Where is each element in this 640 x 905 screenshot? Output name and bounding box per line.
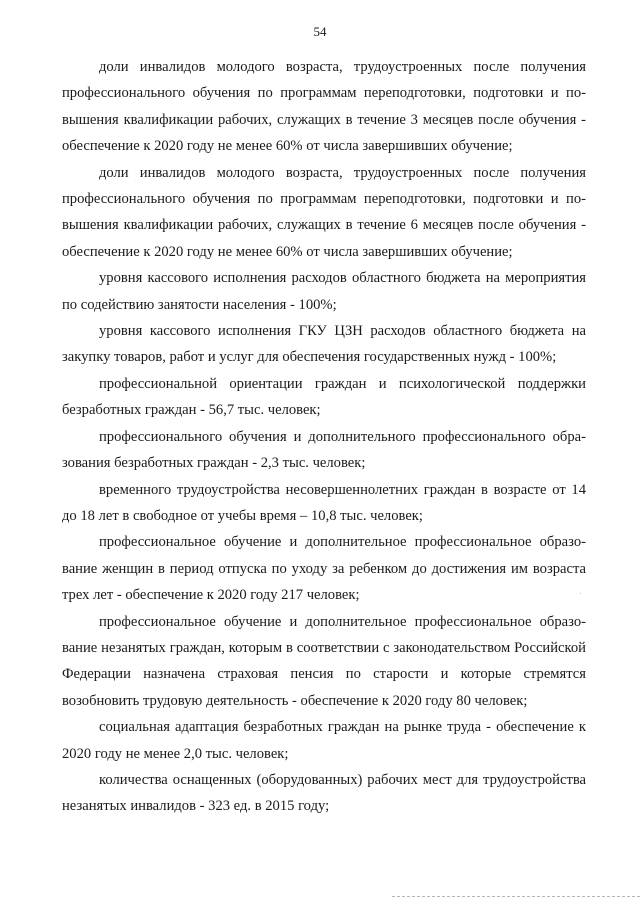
scan-artifact-dot [580,593,581,594]
paragraph-4: уровня кассового исполнения ГКУ ЦЗН расходов областного бюджета на закупку товаров, работ и услуг для обеспечения государственных нужд - 100%; [62,323,586,366]
paragraph-2: доли инвалидов молодого возраста, трудоустроенных после получения профессионального обучения по программам переподготовки, подготовки и повышения квалификации рабочих, служащих в течение 6 месяцев после обучения - обеспечение к 2020 году не менее 60% от числа завершивших обучение; [62,164,586,260]
paragraph-10: социальная адаптация безработных граждан на рынке труда - обеспечение к 2020 году не менее 2,0 тыс. человек; [62,719,586,762]
paragraph-6: профессионального обучения и дополнительного профессионального образования безработных граждан - 2,3 тыс. человек; [62,428,586,472]
paragraph-9: профессиональное обучение и дополнительное профессиональное образование незанятых граждан, которым в соответствии с законодательством Российской Федерации назначена страховая пенсия по старости и которые стремятся возобновить трудовую деятельность - обеспечение к 2020 году 80 человек; [62,613,586,709]
scan-artifact-lines [392,896,640,901]
paragraph-11: количества оснащенных (оборудованных) рабочих мест для трудоустройства незанятых инвалидов - 323 ед. в 2015 году; [62,771,586,815]
page-number: 54 [313,24,327,39]
paragraph-8: профессиональное обучение и дополнительное профессиональное образование женщин в период отпуска по уходу за ребенком до достижения им возраста трех лет - обеспечение к 2020 году 217 человек; [62,534,586,604]
paragraph-7: временного трудоустройства несовершеннолетних граждан в возрасте от 14 до 18 лет в свободное от учебы время – 10,8 тыс. человек; [62,481,586,524]
paragraph-3: уровня кассового исполнения расходов областного бюджета на мероприятия по содействию занятости населения - 100%; [62,270,586,313]
document-body [62,54,586,820]
paragraph-1: доли инвалидов молодого возраста, трудоустроенных после получения профессионального обучения по программам переподготовки, подготовки и повышения квалификации рабочих, служащих в течение 3 месяцев после обучения - обеспечение к 2020 году не менее 60% от числа завершивших обучение; [62,59,586,155]
paragraph-5: профессиональной ориентации граждан и психологической поддержки безработных граждан - 56,7 тыс. человек; [62,375,586,419]
